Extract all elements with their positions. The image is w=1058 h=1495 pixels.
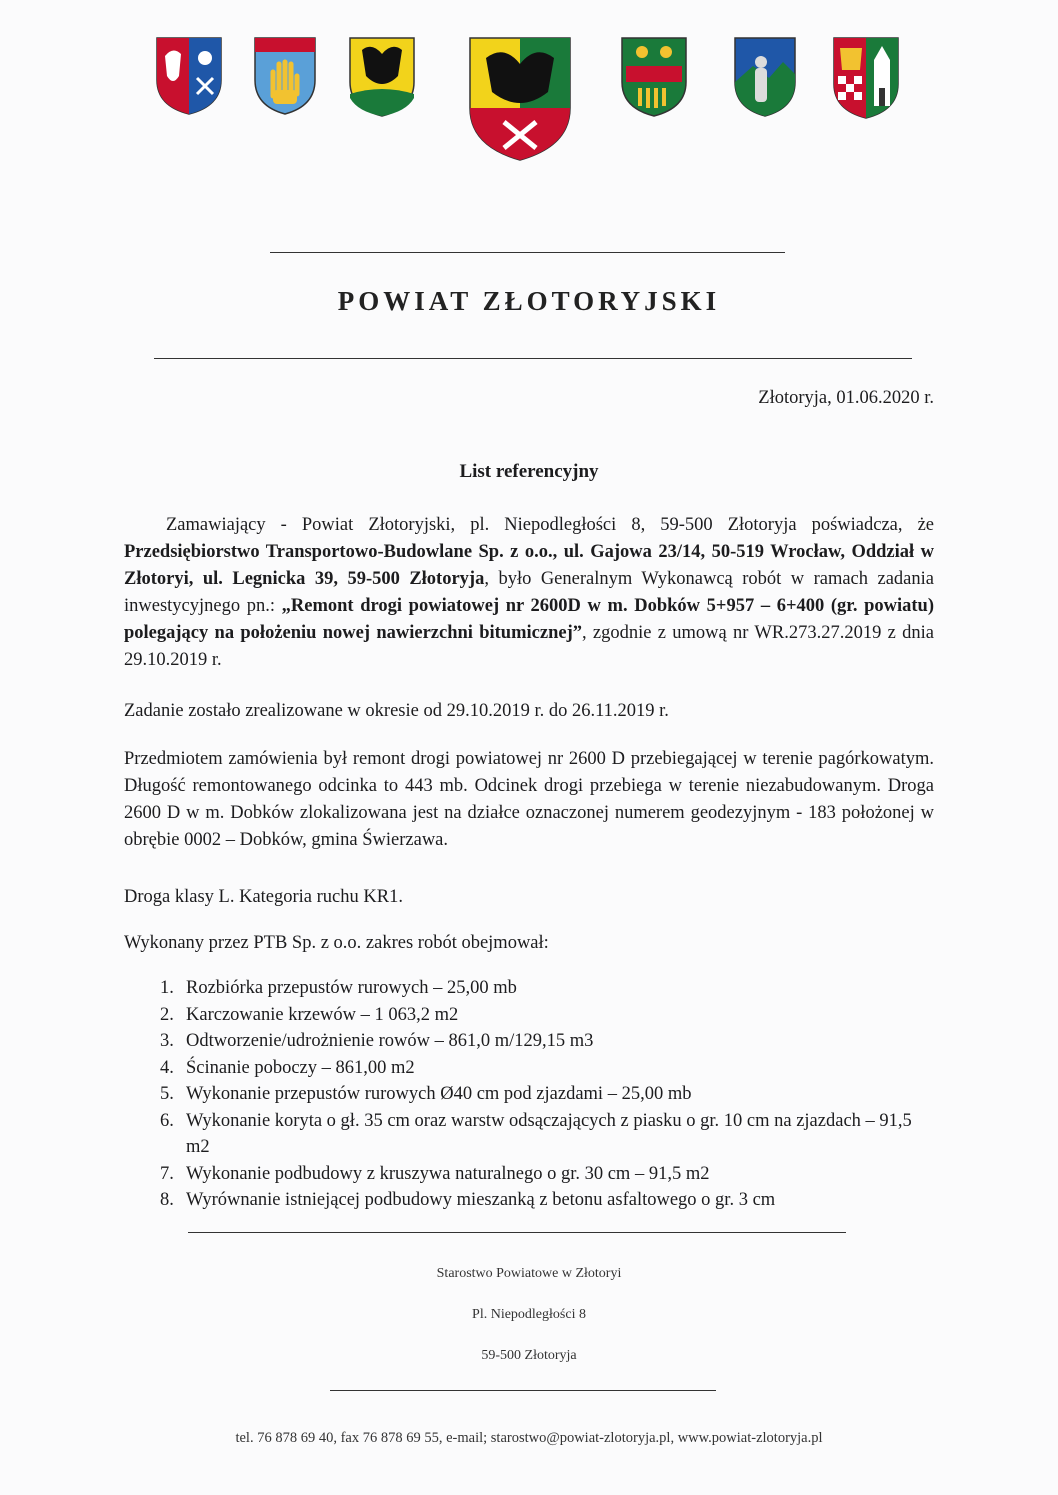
list-item-number: 7. bbox=[160, 1163, 174, 1184]
list-item-text: Rozbiórka przepustów rurowych – 25,00 mb bbox=[186, 978, 517, 998]
footer-rule-bottom bbox=[330, 1390, 716, 1391]
scope-intro: Wykonany przez PTB Sp. z o.o. zakres robót obejmował: bbox=[124, 933, 549, 953]
description-paragraph: Przedmiotem zamówienia był remont drogi powiatowej nr 2600 D przebiegającej w terenie pagórkowatym. Długość remontowanego odcinka to 443 mb. Odcinek drogi przebiega w terenie niezabudowanym. Droga 2600 D w m. Dobków zlokalizowana jest na działce oznaczonej numerem geodezyjnym - 183 położonej w obrębie 0002 – Dobków, gmina Świerzawa. bbox=[124, 749, 934, 850]
list-item bbox=[160, 975, 920, 1002]
list-item-text: Wyrównanie istniejącej podbudowy mieszanką z betonu asfaltowego o gr. 3 cm bbox=[186, 1190, 776, 1210]
list-item-number: 2. bbox=[160, 1004, 174, 1025]
letter-heading: List referencyjny bbox=[459, 461, 599, 482]
list-item bbox=[160, 1055, 920, 1082]
intro-text-1: Zamawiający - Powiat Złotoryjski, pl. Niepodległości 8, 59-500 Złotoryja poświadcza, że bbox=[166, 515, 934, 535]
list-item-number: 8. bbox=[160, 1190, 174, 1210]
crest-hand-icon bbox=[253, 36, 317, 116]
list-item-text: Wykonanie przepustów rurowych Ø40 cm pod zjazdami – 25,00 mb bbox=[186, 1084, 692, 1104]
header-rule-top bbox=[270, 252, 785, 253]
list-item-text: Wykonanie koryta o gł. 35 cm oraz warstw odsączających z piasku o gr. 10 cm na zjazdach – 91,5 m2 bbox=[186, 1110, 912, 1157]
contractor-name: Przedsiębiorstwo Transportowo-Budowlane Sp. z o.o., ul. Gajowa 23/14, 50-519 Wrocław, Oddział w Złotoryi, ul. Legnicka 39, 59-500 Złotoryja bbox=[124, 542, 934, 589]
header-rule-bottom bbox=[154, 358, 912, 359]
letter-date: Złotoryja, 01.06.2020 r. bbox=[758, 388, 934, 408]
list-item bbox=[160, 1108, 920, 1161]
list-item-text: Odtworzenie/udrożnienie rowów – 861,0 m/129,15 m3 bbox=[186, 1031, 594, 1051]
footer-rule-top bbox=[188, 1232, 846, 1233]
footer-street: Pl. Niepodległości 8 bbox=[472, 1307, 586, 1322]
crest-eagle-pickaxe-icon bbox=[155, 36, 223, 116]
list-item-text: Wykonanie podbudowy z kruszywa naturalnego o gr. 30 cm – 91,5 m2 bbox=[186, 1163, 710, 1184]
list-item-number: 5. bbox=[160, 1084, 174, 1104]
footer-contact: tel. 76 878 69 40, fax 76 878 69 55, e-mail; starostwo@powiat-zlotoryja.pl, www.powiat-zlotoryja.pl bbox=[235, 1430, 823, 1446]
list-item bbox=[160, 1028, 920, 1055]
intro-text-3: , zgodnie z umową nr WR.273.27.2019 z dnia 29.10.2019 r. bbox=[124, 623, 934, 670]
page-title: POWIAT ZŁOTORYJSKI bbox=[337, 286, 721, 316]
intro-paragraph bbox=[124, 512, 934, 674]
list-item bbox=[160, 1081, 920, 1108]
list-item-number: 1. bbox=[160, 978, 174, 998]
task-name: „Remont drogi powiatowej nr 2600D w m. Dobków 5+957 – 6+400 (gr. powiatu) polegający na położeniu nowej nawierzchni bitumicznej” bbox=[124, 596, 934, 643]
crest-wheat-figures-icon bbox=[620, 36, 688, 118]
footer-office: Starostwo Powiatowe w Złotoryi bbox=[436, 1266, 622, 1281]
footer-city: 59-500 Złotoryja bbox=[481, 1348, 577, 1363]
crest-saint-hills-icon bbox=[733, 36, 797, 118]
list-item bbox=[160, 1161, 920, 1188]
list-item-text: Ścinanie poboczy – 861,00 m2 bbox=[186, 1057, 415, 1078]
list-item bbox=[160, 1002, 920, 1029]
intro-text-2: , było Generalnym Wykonawcą robót w ramach zadania inwestycyjnego pn.: bbox=[124, 569, 934, 616]
crest-eagle-yellow-icon bbox=[348, 36, 416, 118]
scope-list bbox=[160, 975, 920, 1214]
list-item-number: 4. bbox=[160, 1057, 174, 1078]
crest-row bbox=[0, 0, 1058, 170]
road-class-paragraph: Droga klasy L. Kategoria ruchu KR1. bbox=[124, 887, 403, 907]
crest-powiat-main-icon bbox=[468, 36, 572, 162]
crest-eagle-tower-icon bbox=[832, 36, 900, 120]
list-item-number: 6. bbox=[160, 1110, 174, 1131]
list-item-text: Karczowanie krzewów – 1 063,2 m2 bbox=[186, 1004, 459, 1025]
period-paragraph: Zadanie zostało zrealizowane w okresie od 29.10.2019 r. do 26.11.2019 r. bbox=[124, 701, 669, 721]
list-item-number: 3. bbox=[160, 1031, 174, 1051]
list-item bbox=[160, 1187, 920, 1214]
